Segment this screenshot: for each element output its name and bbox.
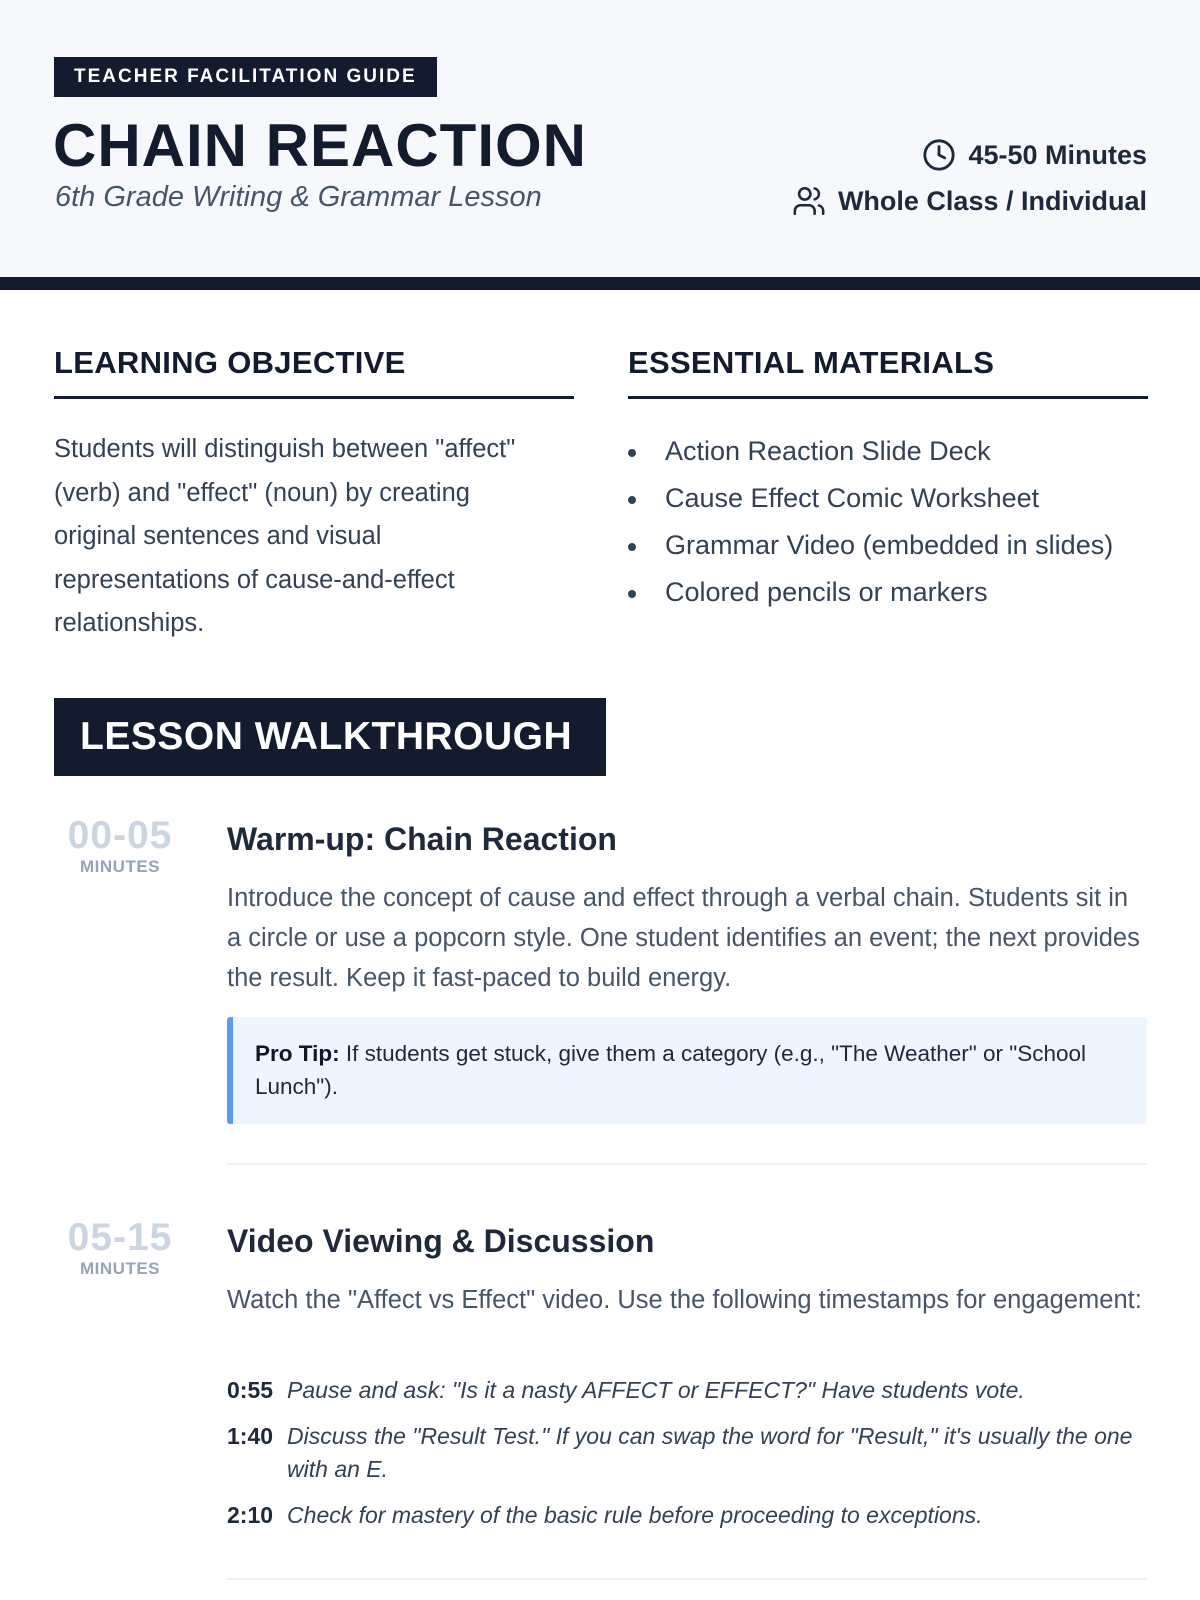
timestamp-item <box>227 1420 1147 1486</box>
page-title: CHAIN REACTION <box>53 112 587 179</box>
timestamp: 2:10 <box>227 1502 274 1528</box>
list-item: Colored pencils or markers <box>628 569 1113 616</box>
walkthrough-heading: LESSON WALKTHROUGH <box>54 698 606 776</box>
materials-rule <box>628 396 1148 399</box>
step-time-marker <box>54 1217 186 1279</box>
timestamp-item <box>227 1499 1147 1532</box>
grouping-text: Whole Class / Individual <box>837 185 1147 216</box>
duration-text: 45-50 Minutes <box>968 139 1147 170</box>
step-description: Watch the "Affect vs Effect" video. Use the following timestamps for engagement: <box>227 1286 1142 1314</box>
step-divider <box>227 1163 1147 1165</box>
materials-heading: ESSENTIAL MATERIALS <box>628 345 995 380</box>
materials-list <box>628 428 1113 616</box>
step-title: Warm-up: Chain Reaction <box>227 821 617 857</box>
step-time-range: 00-05 <box>67 814 173 857</box>
page-subtitle: 6th Grade Writing & Grammar Lesson <box>55 181 542 213</box>
step-title: Video Viewing & Discussion <box>227 1223 655 1259</box>
header-rule <box>0 277 1200 290</box>
grouping-meta <box>792 184 1147 218</box>
objective-heading: LEARNING OBJECTIVE <box>54 345 406 380</box>
timestamp-note: Discuss the "Result Test." If you can swap the word for "Result," it's usually the one with an E. <box>287 1423 1133 1482</box>
clock-icon <box>922 138 956 172</box>
step-time-unit: MINUTES <box>80 1259 160 1278</box>
timestamp: 1:40 <box>227 1423 274 1449</box>
objective-text: Students will distinguish between "affect" (verb) and "effect" (noun) by creating original sentences and visual representations of cause-and-effect relationships. <box>54 435 516 637</box>
step-description: Introduce the concept of cause and effect through a verbal chain. Students sit in a circle or use a popcorn style. One student identifies an event; the next provides the result. Keep it fast-paced to build energy. <box>227 884 1140 992</box>
timestamp-note: Pause and ask: "Is it a nasty AFFECT or EFFECT?" Have students vote. <box>287 1377 1025 1403</box>
step-time-unit: MINUTES <box>80 857 160 876</box>
pro-tip-text: If students get stuck, give them a category (e.g., "The Weather" or "School Lunch"). <box>255 1041 1087 1099</box>
pro-tip-callout <box>227 1017 1147 1124</box>
list-item: Action Reaction Slide Deck <box>628 428 1113 475</box>
timestamp-item <box>227 1374 1147 1407</box>
objective-rule <box>54 396 574 399</box>
pro-tip-label: Pro Tip: <box>255 1041 340 1066</box>
guide-tag: TEACHER FACILITATION GUIDE <box>54 57 437 97</box>
timestamp: 0:55 <box>227 1377 274 1403</box>
list-item: Grammar Video (embedded in slides) <box>628 522 1113 569</box>
list-item: Cause Effect Comic Worksheet <box>628 475 1113 522</box>
step-time-range: 05-15 <box>67 1216 173 1259</box>
users-icon <box>792 184 826 218</box>
step-divider <box>227 1578 1147 1580</box>
timestamp-list <box>227 1374 1147 1545</box>
duration-meta <box>922 138 1147 172</box>
timestamp-note: Check for mastery of the basic rule before proceeding to exceptions. <box>287 1502 983 1528</box>
step-time-marker <box>54 815 186 877</box>
